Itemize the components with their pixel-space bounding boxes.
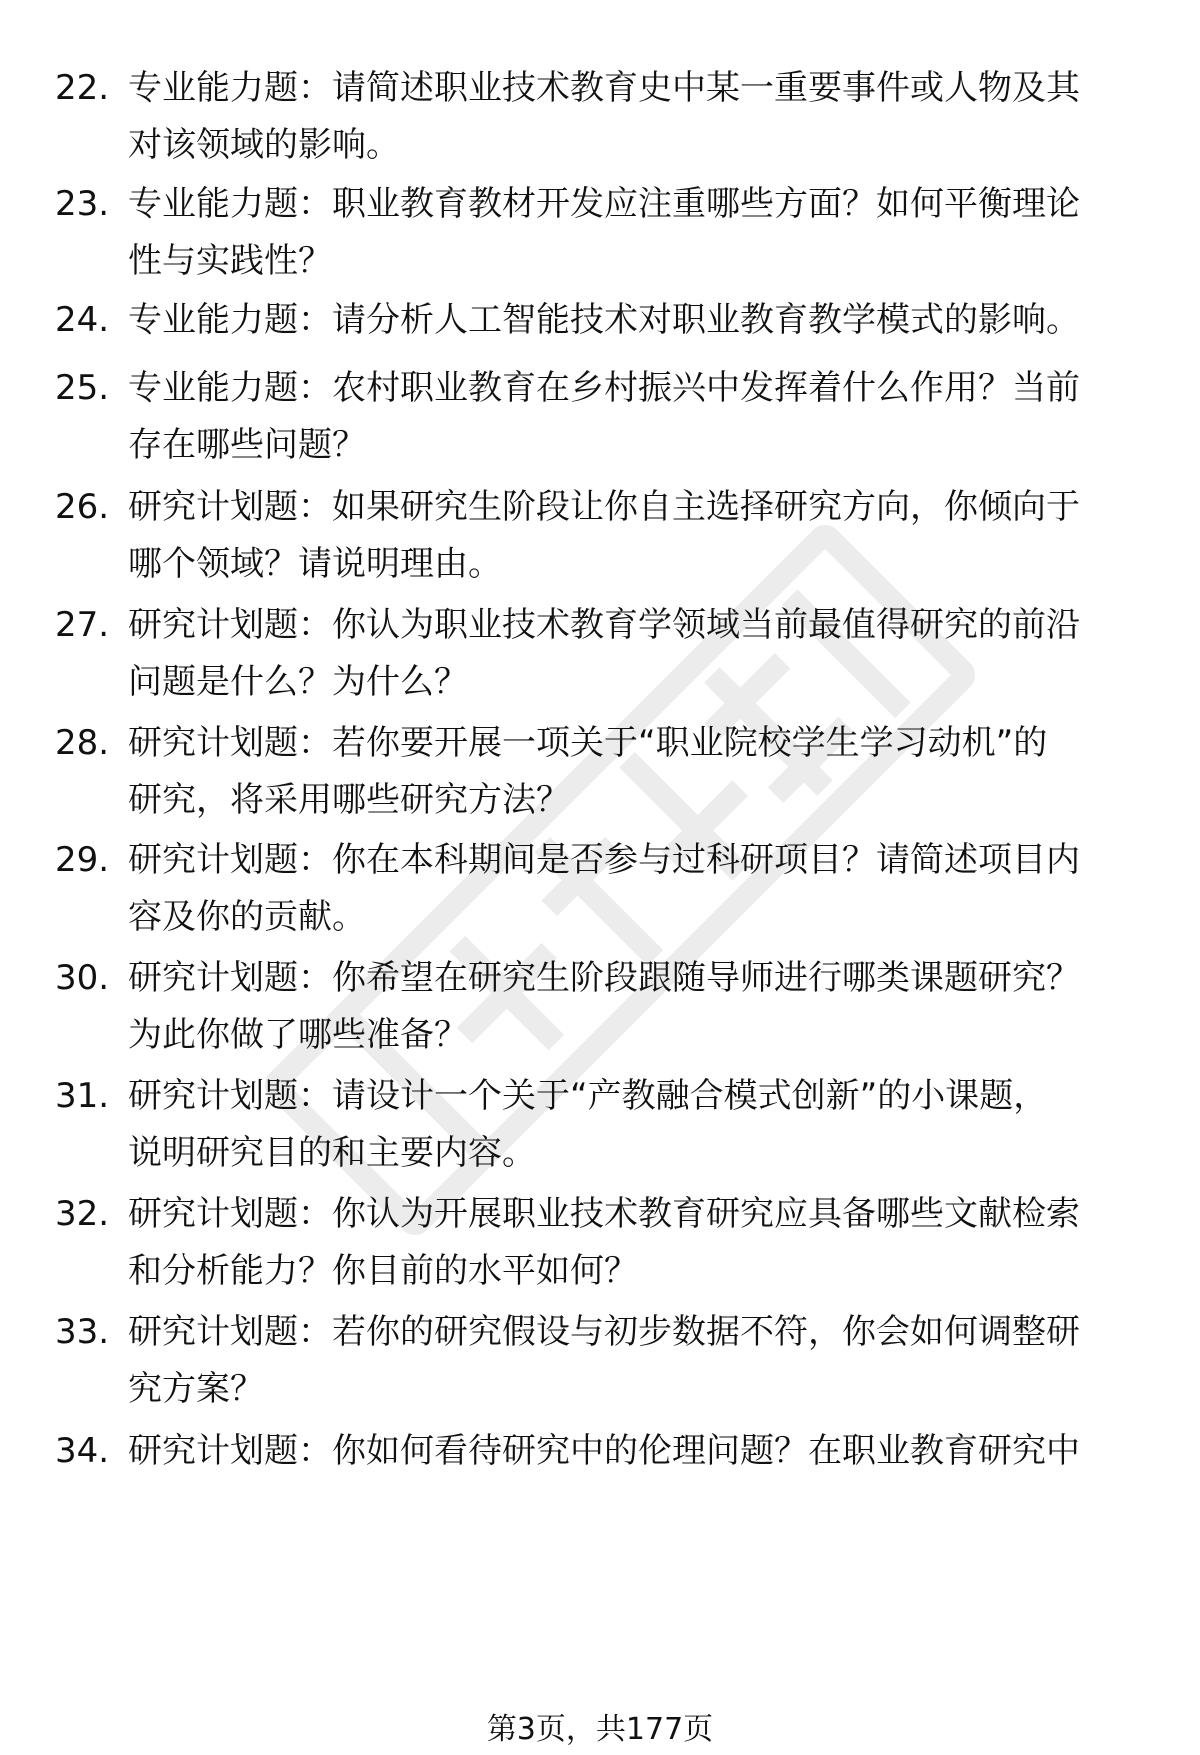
- question-line: 究方案？: [128, 1369, 264, 1409]
- question-text: [128, 832, 1148, 946]
- question-line: 研究，将采用哪些研究方法？: [128, 780, 570, 820]
- question-line: 专业能力题：请简述职业技术教育史中某一重要事件或人物及其: [128, 68, 1080, 108]
- question-text: [128, 1423, 1148, 1480]
- question-number: 34.: [55, 1431, 110, 1471]
- question-line: 研究计划题：你认为开展职业技术教育研究应具备哪些文献检索: [128, 1194, 1080, 1234]
- question-text: [128, 597, 1148, 711]
- question-text: [128, 1304, 1148, 1418]
- question-number: 32.: [55, 1194, 110, 1234]
- question-line: 说明研究目的和主要内容。: [128, 1133, 536, 1173]
- question-number: 24.: [55, 300, 110, 340]
- question-line: 研究计划题：你在本科期间是否参与过科研项目？请简述项目内: [128, 840, 1080, 880]
- question-line: 专业能力题：农村职业教育在乡村振兴中发挥着什么作用？当前: [128, 368, 1080, 408]
- page-number: 第3页，共177页: [486, 1712, 714, 1747]
- question-number: 22.: [55, 68, 110, 108]
- question-line: 哪个领域？请说明理由。: [128, 544, 502, 584]
- question-number: 33.: [55, 1312, 110, 1352]
- question-line: 和分析能力？你目前的水平如何？: [128, 1251, 638, 1291]
- question-number: 28.: [55, 723, 110, 763]
- question-text: [128, 715, 1148, 829]
- question-line: 容及你的贡献。: [128, 897, 366, 937]
- question-line: 研究计划题：请设计一个关于“产教融合模式创新”的小课题，: [128, 1076, 1048, 1116]
- question-number: 25.: [55, 368, 110, 408]
- question-text: [128, 176, 1148, 290]
- question-number: 30.: [55, 958, 110, 998]
- question-line: 研究计划题：你认为职业技术教育学领域当前最值得研究的前沿: [128, 605, 1080, 645]
- question-line: 对该领域的影响。: [128, 125, 400, 165]
- question-line: 研究计划题：若你的研究假设与初步数据不符，你会如何调整研: [128, 1312, 1080, 1352]
- question-text: [128, 950, 1148, 1064]
- question-line: 专业能力题：请分析人工智能技术对职业教育教学模式的影响。: [128, 300, 1080, 340]
- question-text: [128, 479, 1148, 593]
- question-line: 性与实践性？: [128, 241, 332, 281]
- question-line: 研究计划题：你如何看待研究中的伦理问题？在职业教育研究中: [128, 1431, 1080, 1471]
- question-line: 问题是什么？为什么？: [128, 662, 468, 702]
- question-number: 26.: [55, 487, 110, 527]
- question-line: 研究计划题：若你要开展一项关于“职业院校学生学习动机”的: [128, 723, 1048, 763]
- question-number: 31.: [55, 1076, 110, 1116]
- question-text: [128, 292, 1148, 349]
- question-text: [128, 1186, 1148, 1300]
- question-line: 存在哪些问题？: [128, 425, 366, 465]
- question-text: [128, 1068, 1148, 1182]
- question-line: 专业能力题：职业教育教材开发应注重哪些方面？如何平衡理论: [128, 184, 1080, 224]
- question-text: [128, 360, 1148, 474]
- question-number: 27.: [55, 605, 110, 645]
- question-line: 研究计划题：你希望在研究生阶段跟随导师进行哪类课题研究？: [128, 958, 1080, 998]
- question-line: 为此你做了哪些准备？: [128, 1015, 468, 1055]
- question-text: [128, 60, 1148, 174]
- question-number: 29.: [55, 840, 110, 880]
- question-line: 研究计划题：如果研究生阶段让你自主选择研究方向，你倾向于: [128, 487, 1080, 527]
- question-number: 23.: [55, 184, 110, 224]
